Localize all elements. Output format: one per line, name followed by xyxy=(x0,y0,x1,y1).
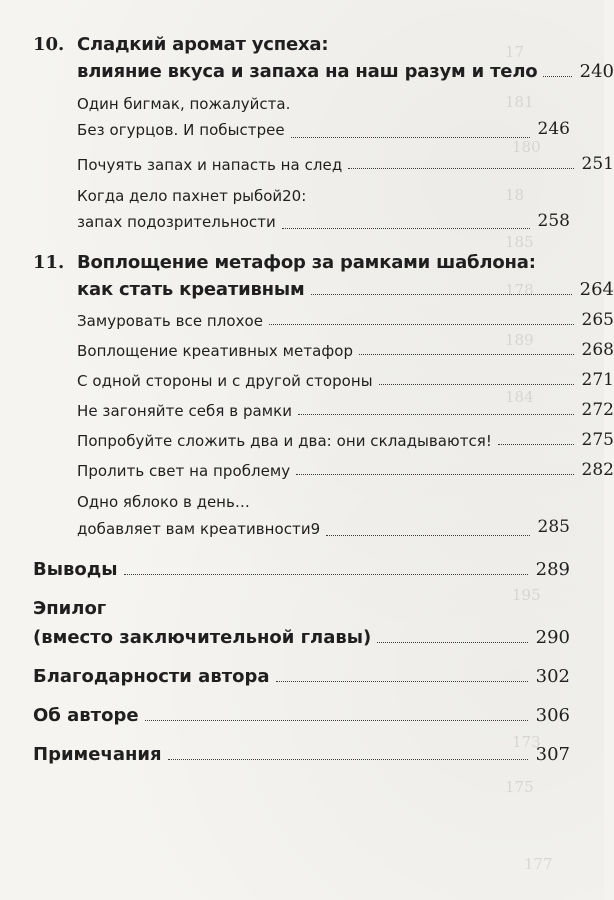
dot-leader xyxy=(291,137,530,138)
back-matter-notes[interactable] xyxy=(33,744,570,765)
subsection-11-5[interactable] xyxy=(33,430,614,450)
show-through-page-number: 185 xyxy=(505,233,534,251)
subsection-10-2[interactable] xyxy=(33,154,614,174)
subsection-title-line: Один бигмак, пожалуйста. xyxy=(77,95,291,113)
back-matter-title: Выводы xyxy=(33,558,118,580)
subsection-10-3[interactable] xyxy=(33,185,570,235)
show-through-page-number: 175 xyxy=(505,778,534,796)
page-number: 282 xyxy=(581,460,614,481)
subsection-11-4[interactable] xyxy=(33,400,614,420)
subsection-title-line: запах подозрительности xyxy=(77,212,276,231)
page-number: 251 xyxy=(581,153,614,174)
show-through-page-number: 173 xyxy=(512,733,541,751)
chapter-title-line: влияние вкуса и запаха на наш разум и тело xyxy=(77,61,538,82)
chapter-11-title-line-1 xyxy=(33,252,570,273)
subsection-title-line: Когда дело пахнет рыбой20: xyxy=(77,186,307,205)
subsection-title-line: добавляет вам креативности9 xyxy=(77,519,321,538)
dot-leader xyxy=(298,414,574,415)
dot-leader xyxy=(498,444,574,445)
back-matter-title-line: (вместо заключительной главы) xyxy=(33,626,372,648)
chapter-title-line: как стать креативным xyxy=(77,279,305,301)
dot-leader xyxy=(124,574,528,575)
subsection-11-2[interactable] xyxy=(33,340,614,360)
subsection-title: Замуровать все плохое xyxy=(77,312,264,331)
subsection-title: Пролить свет на проблему xyxy=(77,462,291,481)
show-through-page-number: 195 xyxy=(512,586,541,604)
page-number: 272 xyxy=(581,400,614,421)
dot-leader xyxy=(145,720,528,721)
subsection-title: Не загоняйте себя в рамки xyxy=(77,402,293,421)
dot-leader xyxy=(296,474,573,475)
page-number: 275 xyxy=(581,430,614,451)
dot-leader xyxy=(379,384,574,385)
show-through-page-number: 177 xyxy=(524,855,553,873)
subsection-title: Почуять запах и напасть на след xyxy=(77,155,343,174)
dot-leader xyxy=(269,324,573,325)
subsection-11-3[interactable] xyxy=(33,370,614,390)
page-number: 290 xyxy=(535,626,570,648)
back-matter-title-line: Эпилог xyxy=(33,597,107,619)
chapter-11-block xyxy=(33,252,614,541)
subsection-title-line: Одно яблоко в день… xyxy=(77,493,250,512)
page-number: 246 xyxy=(537,119,570,140)
page-number: 264 xyxy=(579,279,614,301)
back-matter-title: Примечания xyxy=(33,743,162,765)
show-through-page-number: 178 xyxy=(505,281,534,299)
back-matter-title: Об авторе xyxy=(33,704,139,726)
page-number: 306 xyxy=(535,704,570,726)
subsection-title: С одной стороны и с другой стороны xyxy=(77,372,373,391)
back-matter-acknowledgements[interactable] xyxy=(33,666,570,687)
subsection-title: Попробуйте сложить два и два: они складываются! xyxy=(77,432,492,451)
show-through-page-number: 184 xyxy=(505,388,534,406)
chapter-10-title-line-1 xyxy=(33,34,570,55)
page-number: 285 xyxy=(537,517,570,538)
show-through-page-number: 180 xyxy=(512,138,541,156)
dot-leader xyxy=(348,168,573,169)
page-number: 265 xyxy=(581,310,614,331)
subsection-title-line: Без огурцов. И побыстрее xyxy=(77,121,285,140)
page-number: 271 xyxy=(581,370,614,391)
subsection-11-6[interactable] xyxy=(33,460,614,480)
page-number: 302 xyxy=(535,665,570,687)
table-of-contents xyxy=(33,34,614,765)
dot-leader xyxy=(168,759,528,760)
page-number: 307 xyxy=(535,743,570,765)
chapter-number: 11. xyxy=(33,252,65,274)
chapter-number: 10. xyxy=(33,34,65,55)
back-matter-epilogue[interactable] xyxy=(33,598,570,648)
subsection-11-1[interactable] xyxy=(33,310,614,330)
page-number: 240 xyxy=(579,61,614,82)
show-through-page-number: 181 xyxy=(505,93,534,111)
dot-leader xyxy=(377,642,527,643)
chapter-title-line: Воплощение метафор за рамками шаблона: xyxy=(77,252,536,274)
chapter-10-block xyxy=(33,34,614,234)
subsection-10-1[interactable] xyxy=(33,93,570,143)
dot-leader xyxy=(326,535,529,536)
show-through-page-number: 189 xyxy=(505,331,534,349)
subsection-title: Воплощение креативных метафор xyxy=(77,342,354,361)
chapter-10-title-line-2[interactable] xyxy=(33,61,614,82)
back-matter-conclusions[interactable] xyxy=(33,559,570,580)
chapter-title-line: Сладкий аромат успеха: xyxy=(77,34,329,55)
dot-leader xyxy=(543,76,571,77)
show-through-page-number: 17 xyxy=(505,43,525,61)
page-number: 289 xyxy=(535,558,570,580)
page-number: 268 xyxy=(581,340,614,361)
dot-leader xyxy=(311,294,572,295)
page-number: 258 xyxy=(537,210,570,231)
dot-leader xyxy=(359,354,574,355)
back-matter-title: Благодарности автора xyxy=(33,665,270,687)
dot-leader xyxy=(282,228,530,229)
back-matter-about-author[interactable] xyxy=(33,705,570,726)
chapter-11-title-line-2[interactable] xyxy=(33,279,614,300)
show-through-page-number: 18 xyxy=(505,186,525,204)
subsection-11-7[interactable] xyxy=(33,491,570,541)
dot-leader xyxy=(276,681,528,682)
